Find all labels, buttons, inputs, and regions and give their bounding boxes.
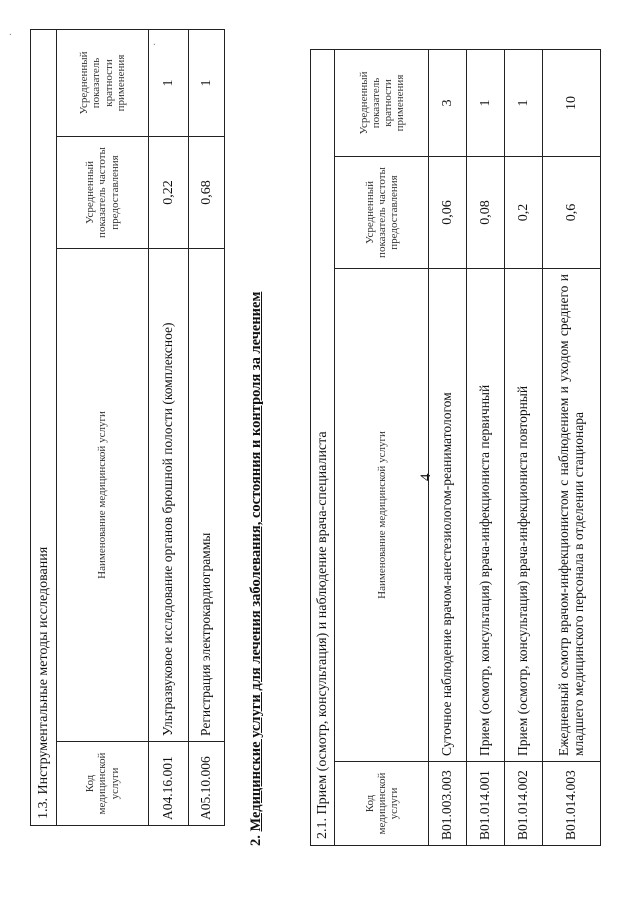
table-row	[467, 49, 505, 845]
table-header-row	[57, 29, 149, 825]
service-name: Суточное наблюдение врачом-анестезиологом-реаниматологом	[429, 269, 467, 762]
table-row	[189, 29, 225, 825]
table-caption: 2.1. Прием (осмотр, консультация) и наблюдение врача-специалиста	[311, 49, 335, 845]
multiplicity-value: 1	[149, 29, 189, 136]
multiplicity-value: 1	[467, 49, 505, 156]
header-frequency: Усредненный показатель частоты предоставления	[57, 137, 149, 249]
table-caption-row	[31, 29, 57, 825]
instrumental-methods-table	[30, 29, 225, 826]
header-multiplicity: Усредненный показатель кратности применения	[57, 29, 149, 136]
frequency-value: 0,68	[189, 137, 225, 249]
header-code: Код медицинской услуги	[335, 762, 429, 846]
section-heading	[248, 292, 265, 846]
table-header-row	[335, 49, 429, 845]
service-name: Ежедневный осмотр врачом-инфекционистом с наблюдением и уходом среднего и младшего медицинского персонала в отделении стационара	[543, 269, 601, 762]
frequency-value: 0,06	[429, 157, 467, 269]
frequency-value: 0,2	[505, 157, 543, 269]
service-name: Прием (осмотр, консультация) врача-инфекциониста повторный	[505, 269, 543, 762]
table-caption: 1.3. Инструментальные методы исследования	[31, 29, 57, 825]
frequency-value: 0,22	[149, 137, 189, 249]
frequency-value: 0,6	[543, 157, 601, 269]
service-name: Ультразвуковое исследование органов брюшной полости (комплексное)	[149, 249, 189, 742]
table-row	[543, 49, 601, 845]
service-code: A04.16.001	[149, 742, 189, 826]
section-number: 2.	[248, 835, 264, 846]
table-row	[505, 49, 543, 845]
scan-speck: ·	[6, 32, 17, 36]
header-code: Код медицинской услуги	[57, 742, 149, 826]
table-row	[429, 49, 467, 845]
specialist-consultation-table	[310, 49, 601, 846]
header-multiplicity: Усредненный показатель кратности применения	[335, 49, 429, 156]
service-name: Регистрация электрокардиограммы	[189, 249, 225, 742]
table-row	[149, 29, 189, 825]
section-title-text: Медицинские услуги для лечения заболевания, состояния и контроля за лечением	[248, 291, 264, 832]
table-caption-row	[311, 49, 335, 845]
service-code: A05.10.006	[189, 742, 225, 826]
multiplicity-value: 10	[543, 49, 601, 156]
service-code: B01.003.003	[429, 762, 467, 846]
service-code: B01.014.001	[467, 762, 505, 846]
multiplicity-value: 1	[189, 29, 225, 136]
header-frequency: Усредненный показатель частоты предоставления	[335, 157, 429, 269]
page-number: 4	[418, 473, 434, 481]
multiplicity-value: 3	[429, 49, 467, 156]
frequency-value: 0,08	[467, 157, 505, 269]
header-name: Наименование медицинской услуги	[57, 249, 149, 742]
service-name: Прием (осмотр, консультация) врача-инфекциониста первичный	[467, 269, 505, 762]
service-code: B01.014.003	[543, 762, 601, 846]
multiplicity-value: 1	[505, 49, 543, 156]
service-code: B01.014.002	[505, 762, 543, 846]
scan-speck: ·	[150, 42, 161, 46]
header-name: Наименование медицинской услуги	[335, 269, 429, 762]
